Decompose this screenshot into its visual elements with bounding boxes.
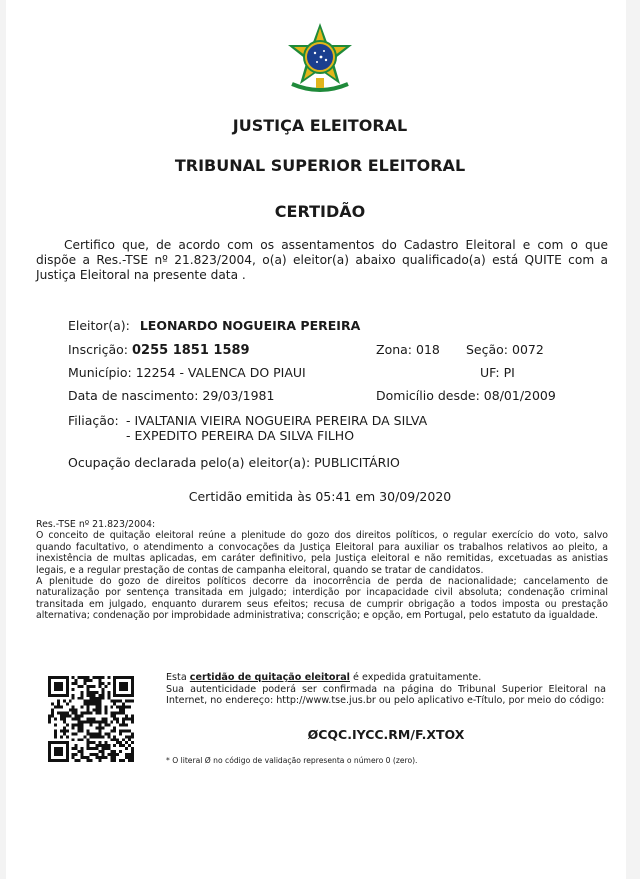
zona-value: 018 [416, 342, 440, 357]
inscricao-row [68, 342, 250, 358]
nascimento-value: 29/03/1981 [202, 388, 275, 403]
municipio-row [68, 365, 306, 380]
filiacao-label: Filiação: [68, 413, 119, 428]
validation-text: Sua autenticidade poderá ser confirmada na página do Tribunal Superior Eleitoral na Internet, no endereço: http://www.tse.jus.br ou pelo aplicativo e-Título, por meio do código: [166, 683, 606, 707]
validation-post: é expedida gratuitamente. [353, 672, 482, 683]
secao-label: Seção: [466, 342, 509, 357]
ocupacao-label: Ocupação declarada pelo(a) eleitor(a): [68, 455, 311, 470]
legal-notes [36, 519, 608, 622]
domicilio-label: Domicílio desde: [376, 388, 480, 403]
voter-name: LEONARDO NOGUEIRA PEREIRA [139, 318, 361, 333]
municipio-label: Município: [68, 365, 132, 380]
validation-pre: Esta [166, 672, 187, 683]
qr-code [48, 676, 134, 762]
zona-label: Zona: [376, 342, 413, 357]
brazil-coat-of-arms-seal [282, 20, 358, 96]
validation-intro [166, 672, 606, 684]
quitacao-link[interactable]: certidão de quitação eleitoral [189, 672, 350, 683]
legal-paragraph-2: A plenitude do gozo de direitos políticos decorre da inocorrência de perda de nacionalidade; cancelamento de naturalização por sentença transitada em julgado; interdição por incapacidade civil absoluta; condenação criminal transitada em julgado, enquanto durarem seus efeitos; recusa de cumprir obrigação a todos imposta ou prestação alternativa; condenação por improbidade administrativa; conscrição; e opção, em Portugal, pelo estatuto da igualdade. [36, 576, 608, 622]
ocupacao-value: PUBLICITÁRIO [314, 455, 400, 470]
validation-code: ØCQC.IYCC.RM/F.XTOX [307, 727, 465, 742]
validation-footnote: * O literal Ø no código de validação representa o número 0 (zero). [166, 756, 418, 765]
filiacao-parent-2: - EXPEDITO PEREIRA DA SILVA FILHO [126, 428, 355, 443]
voter-name-label: Eleitor(a): [68, 318, 130, 333]
nascimento-row [68, 388, 274, 403]
inscricao-label: Inscrição: [68, 342, 128, 357]
voter-name-row [68, 318, 360, 333]
domicilio-value: 08/01/2009 [483, 388, 556, 403]
document-title: CERTIDÃO [274, 202, 366, 221]
domicilio-row [376, 388, 556, 403]
secao-row [466, 342, 544, 357]
header-tribunal-superior: TRIBUNAL SUPERIOR ELEITORAL [174, 156, 466, 175]
uf-row [480, 365, 515, 380]
intro-paragraph: Certifico que, de acordo com os assentamentos do Cadastro Eleitoral e com o que dispõe a Res.-TSE nº 21.823/2004, o(a) eleitor(a) abaixo qualificado(a) está QUITE com a Justiça Eleitoral na presente data . [36, 238, 608, 282]
uf-value: PI [503, 365, 515, 380]
secao-value: 0072 [512, 342, 544, 357]
legal-paragraph-1: O conceito de quitação eleitoral reúne a plenitude do gozo dos direitos políticos, o regular exercício do voto, salvo quando facultativo, o atendimento a convocações da Justiça Eleitoral para auxiliar os trabalhos relativos ao pleito, a inexistência de multas aplicadas, em caráter definitivo, pela Justiça eleitoral e não remitidas, excetuadas as anistias legais, e a regular prestação de contas de campanha eleitoral, quando se tratar de candidatos. [36, 530, 608, 576]
zona-row [376, 342, 440, 357]
certificate-page [6, 0, 626, 879]
header-justica-eleitoral: JUSTIÇA ELEITORAL [232, 116, 408, 135]
inscricao-value: 0255 1851 1589 [131, 343, 250, 358]
legal-reference: Res.-TSE nº 21.823/2004: [36, 519, 156, 530]
issued-timestamp: Certidão emitida às 05:41 em 30/09/2020 [188, 489, 452, 504]
nascimento-label: Data de nascimento: [68, 388, 199, 403]
ocupacao-row [68, 455, 400, 470]
municipio-value: 12254 - VALENCA DO PIAUI [135, 365, 306, 380]
filiacao-parent-1: - IVALTANIA VIEIRA NOGUEIRA PEREIRA DA SILVA [126, 413, 428, 428]
uf-label: UF: [480, 365, 500, 380]
validation-block [166, 672, 606, 707]
